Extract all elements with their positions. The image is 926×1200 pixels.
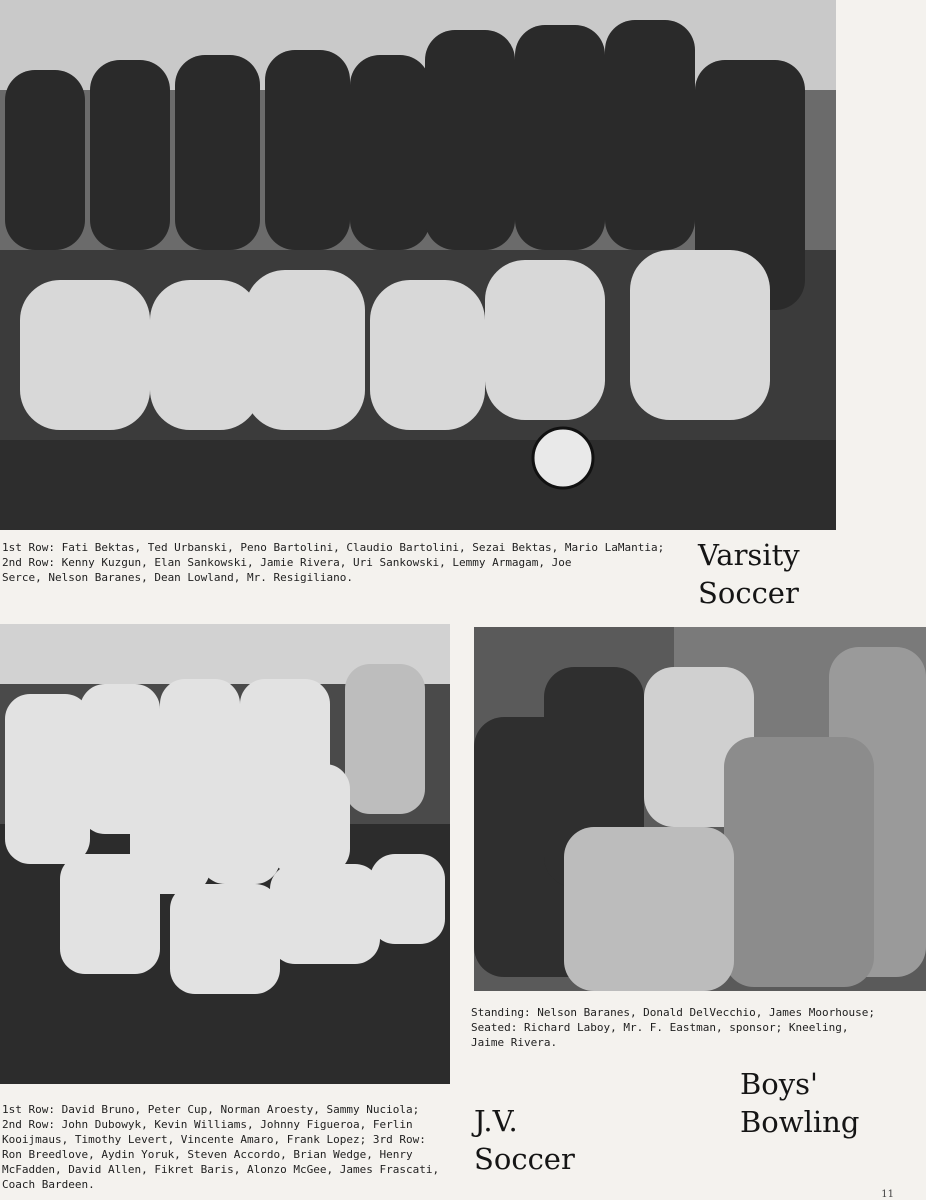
bowling-caption-line1: Standing: Nelson Baranes, Donald DelVecchio, James Moorhouse; [471,1006,875,1019]
varsity-soccer-title [698,536,800,612]
bowling-title-line1: Boys' [740,1067,819,1101]
varsity-title-line1: Varsity [698,538,800,572]
jv-title-line2: Soccer [474,1142,575,1176]
jv-caption-line6: Coach Bardeen. [2,1178,95,1191]
page-number: 11 [881,1189,894,1200]
varsity-soccer-photo [0,0,836,530]
jv-soccer-title [474,1102,575,1178]
boys-bowling-photo [474,627,926,991]
jv-caption-line2: 2nd Row: John Dubowyk, Kevin Williams, Johnny Figueroa, Ferlin [2,1118,413,1131]
jv-caption-line3: Kooijmaus, Timothy Levert, Vincente Amaro, Frank Lopez; 3rd Row: [2,1133,426,1146]
jv-caption [2,1102,462,1192]
varsity-caption [2,540,692,585]
bowling-caption-line2: Seated: Richard Laboy, Mr. F. Eastman, sponsor; Kneeling, [471,1021,849,1034]
boys-bowling-title [740,1065,859,1141]
varsity-title-line2: Soccer [698,576,799,610]
jv-caption-line5: McFadden, David Allen, Fikret Baris, Alonzo McGee, James Frascati, [2,1163,440,1176]
bowling-title-line2: Bowling [740,1105,860,1139]
jv-caption-line1: 1st Row: David Bruno, Peter Cup, Norman Aroesty, Sammy Nuciola; [2,1103,420,1116]
jv-soccer-photo [0,624,450,1084]
bowling-caption-line3: Jaime Rivera. [471,1036,558,1049]
varsity-caption-row3: Serce, Nelson Baranes, Dean Lowland, Mr. Resigiliano. [2,571,353,584]
varsity-caption-row1: 1st Row: Fati Bektas, Ted Urbanski, Peno Bartolini, Claudio Bartolini, Sezai Bektas, Mario LaMantia; [2,541,665,554]
varsity-caption-row2: 2nd Row: Kenny Kuzgun, Elan Sankowski, Jamie Rivera, Uri Sankowski, Lemmy Armagam, Joe [2,556,572,569]
jv-title-line1: J.V. [474,1104,518,1138]
bowling-caption [471,1005,921,1050]
jv-caption-line4: Ron Breedlove, Aydin Yoruk, Steven Accordo, Brian Wedge, Henry [2,1148,413,1161]
